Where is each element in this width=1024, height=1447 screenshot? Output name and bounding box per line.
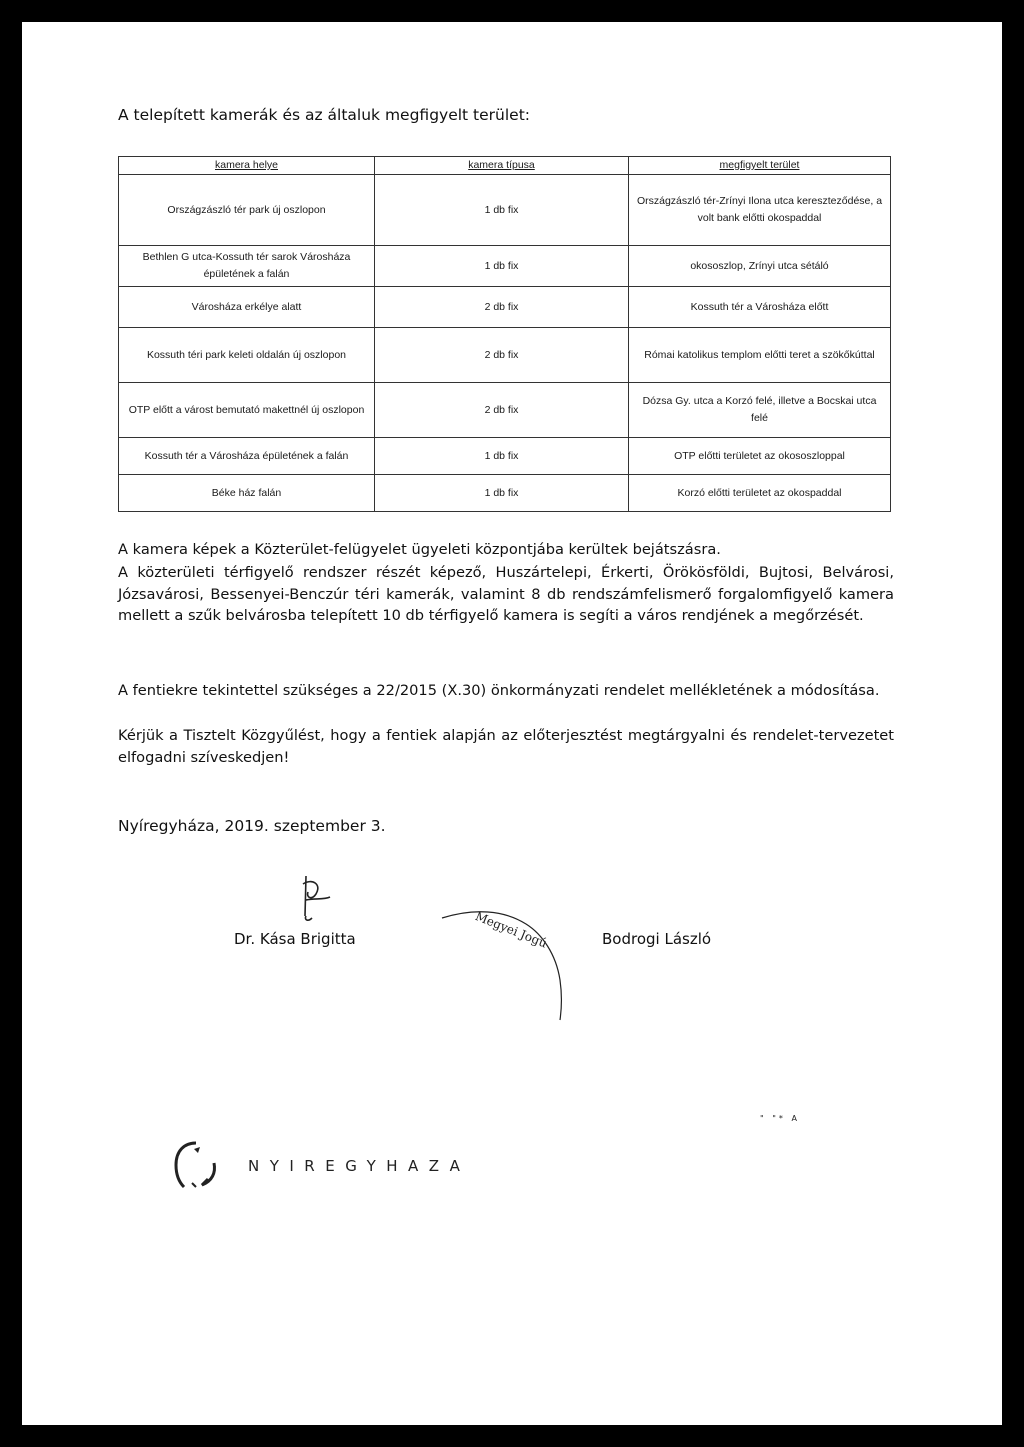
cell-location: Kossuth tér a Városháza épületének a falán — [119, 438, 375, 475]
cell-area: Korzó előtti területet az okospaddal — [629, 475, 891, 512]
table-row — [119, 475, 891, 512]
cell-area: Országzászló tér-Zrínyi Ilona utca kereszteződése, a volt bank előtti okospaddal — [629, 175, 891, 246]
official-stamp — [434, 902, 584, 1032]
table-row — [119, 175, 891, 246]
cell-area: Dózsa Gy. utca a Korzó felé, illetve a Bocskai utca felé — [629, 383, 891, 438]
cell-type: 2 db fix — [375, 383, 629, 438]
intro-heading: A telepített kamerák és az általuk megfigyelt terület: — [118, 106, 530, 124]
cell-area: Római katolikus templom előtti teret a szökőkúttal — [629, 328, 891, 383]
city-logo-text: NYIREGYHAZA — [248, 1157, 471, 1175]
table-row — [119, 438, 891, 475]
cell-type: 1 db fix — [375, 438, 629, 475]
header-location: kamera helye — [119, 157, 375, 175]
paragraph-broadcast: A kamera képek a Közterület-felügyelet ügyeleti központjába kerültek bejátszásra. — [118, 541, 721, 558]
cell-location: OTP előtt a várost bemutató makettnél új oszlopon — [119, 383, 375, 438]
camera-table — [118, 156, 891, 512]
cell-type: 1 db fix — [375, 246, 629, 287]
table-header-row — [119, 157, 891, 175]
cell-type: 2 db fix — [375, 287, 629, 328]
cell-area: okososzlop, Zrínyi utca sétáló — [629, 246, 891, 287]
stamp-text: Megyei Jogú — [473, 909, 550, 951]
table-row — [119, 328, 891, 383]
footer-marks: " "* A — [760, 1114, 800, 1123]
cell-type: 1 db fix — [375, 475, 629, 512]
header-type: kamera típusa — [375, 157, 629, 175]
document-sheet — [22, 22, 1002, 1425]
table-row — [119, 287, 891, 328]
cell-type: 1 db fix — [375, 175, 629, 246]
cell-type: 2 db fix — [375, 328, 629, 383]
cell-location: Városháza erkélye alatt — [119, 287, 375, 328]
paragraph-camera-system: A közterületi térfigyelő rendszer részét képező, Huszártelepi, Érkerti, Örökösföldi, Bujtosi, Belvárosi, Józsavárosi, Bessenyei-Benczúr téri kamerák, valamint 8 db rendszámfelismerő forgalomfigyelő kamera mellett a szűk belvárosba telepített 10 db térfigyelő kamera is segíti a város rendjének a megőrzését. — [118, 564, 894, 625]
paragraph-request: Kérjük a Tisztelt Közgyűlést, hogy a fentiek alapján az előterjesztést megtárgyalni és rendelet-tervezetet elfogadni szíveskedjen! — [118, 727, 894, 766]
city-logo-icon — [170, 1139, 230, 1191]
cell-area: OTP előtti területet az okososzloppal — [629, 438, 891, 475]
cell-location: Béke ház falán — [119, 475, 375, 512]
paragraph-amendment: A fentiekre tekintettel szükséges a 22/2015 (X.30) önkormányzati rendelet mellékletének a módosítása. — [118, 682, 880, 699]
handwritten-signature — [292, 870, 342, 930]
cell-location: Országzászló tér park új oszlopon — [119, 175, 375, 246]
signatory-right: Bodrogi László — [602, 930, 712, 948]
cell-area: Kossuth tér a Városháza előtt — [629, 287, 891, 328]
header-area: megfigyelt terület — [629, 157, 891, 175]
place-date: Nyíregyháza, 2019. szeptember 3. — [118, 817, 386, 835]
cell-location: Bethlen G utca-Kossuth tér sarok Városháza épületének a falán — [119, 246, 375, 287]
table-row — [119, 383, 891, 438]
cell-location: Kossuth téri park keleti oldalán új oszlopon — [119, 328, 375, 383]
signatory-left: Dr. Kása Brigitta — [234, 930, 356, 948]
table-row — [119, 246, 891, 287]
